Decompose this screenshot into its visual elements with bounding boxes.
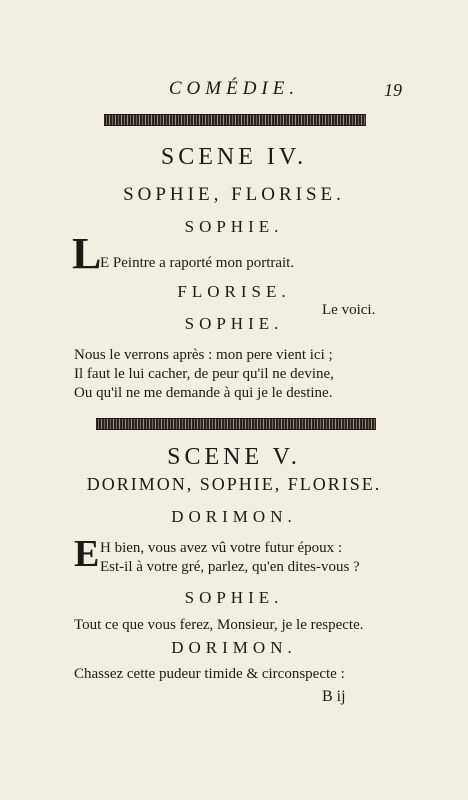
speaker-sophie-3: SOPHIE. — [184, 588, 284, 607]
signature-mark: B ij — [322, 688, 346, 705]
running-title: COMÉDIE. — [168, 78, 300, 99]
drop-cap-e: E — [74, 533, 100, 575]
speaker-florise: FLORISE. — [177, 282, 291, 301]
verse-line: Il faut le lui cacher, de peur qu'il ne devine, — [74, 366, 334, 382]
verse-line: Nous le verrons après : mon pere vient ici ; — [74, 347, 333, 363]
speaker-dorimon-2: DORIMON. — [171, 638, 297, 657]
verse-line: Tout ce que vous ferez, Monsieur, je le respecte. — [74, 617, 364, 633]
ornamental-rule-middle — [96, 418, 376, 430]
speaker-sophie-2: SOPHIE. — [184, 314, 284, 333]
verse-line: H bien, vous avez vû votre futur époux : — [100, 540, 343, 556]
verse-line: E Peintre a raporté mon portrait. — [100, 255, 295, 271]
verse-line: Ou qu'il ne me demande à qui je le destine. — [74, 385, 333, 401]
drop-cap-l: L — [72, 229, 102, 278]
scene-v-cast: DORIMON, SOPHIE, FLORISE. — [86, 474, 382, 494]
scene-iv-cast: SOPHIE, FLORISE. — [123, 184, 345, 205]
verse-line: Chassez cette pudeur timide & circonspecte : — [74, 666, 345, 682]
page-number: 19 — [384, 80, 402, 100]
speaker-sophie-1: SOPHIE. — [184, 217, 284, 236]
verse-line-reply: Le voici. — [322, 302, 376, 318]
speaker-dorimon-1: DORIMON. — [171, 507, 297, 526]
ornamental-rule-top — [104, 114, 366, 126]
scene-v-title: SCENE V. — [167, 444, 301, 470]
scene-iv-title: SCENE IV. — [160, 144, 308, 170]
verse-line: Est-il à votre gré, parlez, qu'en dites-vous ? — [100, 559, 360, 575]
